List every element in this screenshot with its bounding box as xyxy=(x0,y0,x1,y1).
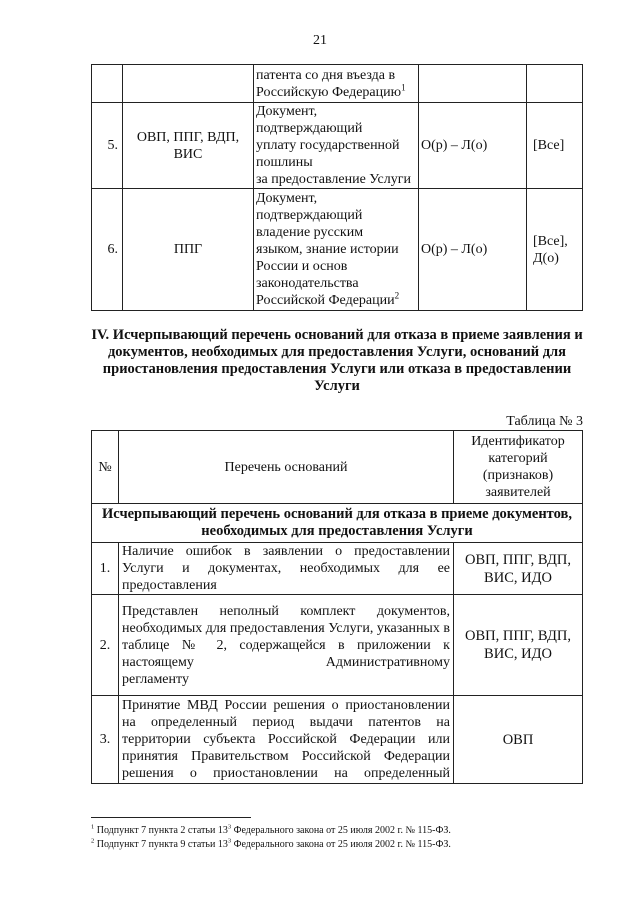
table-row xyxy=(92,595,583,696)
applicant-categories: ОВП xyxy=(454,696,583,784)
ground-text: Представлен неполный комплект документов, необходимых для предоставления Услуги, указанных в таблице № 2, содержащейся в приложении к настоящему Административному регламенту xyxy=(119,595,454,696)
column-header-number: № xyxy=(92,431,119,504)
page-number: 21 xyxy=(313,33,327,48)
table-caption: Таблица № 3 xyxy=(506,414,583,429)
document-cell: Документ, подтверждающий владение русским языком, знание истории России и основ законодательства Российской Федерации$^2$ xyxy=(254,189,419,311)
footnote-1: $^1$ Подпункт 7 пункта 2 статьи $13^3$ Федерального закона от 25 июля 2002 г. № 115-ФЗ. xyxy=(91,823,451,836)
source-cell xyxy=(527,65,583,103)
footnote-2: $^2$ Подпункт 7 пункта 9 статьи $13^3$ Федерального закона от 25 июля 2002 г. № 115-ФЗ. xyxy=(91,837,451,850)
source-cell: [Все], Д(о) xyxy=(527,189,583,311)
requirement-cell xyxy=(419,65,527,103)
column-header-grounds: Перечень оснований xyxy=(119,431,454,504)
category-cell xyxy=(123,65,254,103)
document-cell: патента со дня въезда в Российскую Федерацию$^1$ xyxy=(254,65,419,103)
column-header-identifier: Идентификатор категорий (признаков) заявителей xyxy=(454,431,583,504)
source-cell: [Все] xyxy=(527,103,583,189)
ground-text: Наличие ошибок в заявлении о предоставлении Услуги и документах, необходимых для ее предоставления xyxy=(119,543,454,595)
table-row xyxy=(92,65,583,103)
requirement-cell: О(р) – Л(о) xyxy=(419,103,527,189)
documents-table-continuation xyxy=(91,64,583,311)
document-cell: Документ, подтверждающий уплату государственной пошлины за предоставление Услуги xyxy=(254,103,419,189)
applicant-categories: ОВП, ППГ, ВДП, ВИС, ИДО xyxy=(454,595,583,696)
table-row xyxy=(92,543,583,595)
ground-text: Принятие МВД России решения о приостановлении на определенный период выдачи патентов на территории субъекта Российской Федерации или принятия Правительством Российской Федерации решения о приостановлении на определенный xyxy=(119,696,454,784)
header-row xyxy=(92,431,583,504)
row-number: 1. xyxy=(92,543,119,595)
subheader-cell: Исчерпывающий перечень оснований для отказа в приеме документов, необходимых для предоставления Услуги xyxy=(92,504,583,543)
row-number: 2. xyxy=(92,595,119,696)
table-row xyxy=(92,696,583,784)
subheader-row xyxy=(92,504,583,543)
section-heading: IV. Исчерпывающий перечень оснований для отказа в приеме заявления и документов, необходимых для предоставления Услуги, оснований для приостановления предоставления Услуги или отказа в предоставлении Услуги xyxy=(91,327,583,394)
footnote-divider xyxy=(91,817,251,818)
table-row xyxy=(92,103,583,189)
requirement-cell: О(р) – Л(о) xyxy=(419,189,527,311)
applicant-categories: ОВП, ППГ, ВДП, ВИС, ИДО xyxy=(454,543,583,595)
row-number xyxy=(92,65,123,103)
row-number: 3. xyxy=(92,696,119,784)
category-cell: ОВП, ППГ, ВДП, ВИС xyxy=(123,103,254,189)
table-row xyxy=(92,189,583,311)
footnote-ref: 2 xyxy=(394,290,400,301)
row-number: 6. xyxy=(92,189,123,311)
footnotes xyxy=(91,824,451,852)
refusal-grounds-table xyxy=(91,430,583,784)
footnote-ref: 1 xyxy=(401,81,406,92)
row-number: 5. xyxy=(92,103,123,189)
category-cell: ППГ xyxy=(123,189,254,311)
